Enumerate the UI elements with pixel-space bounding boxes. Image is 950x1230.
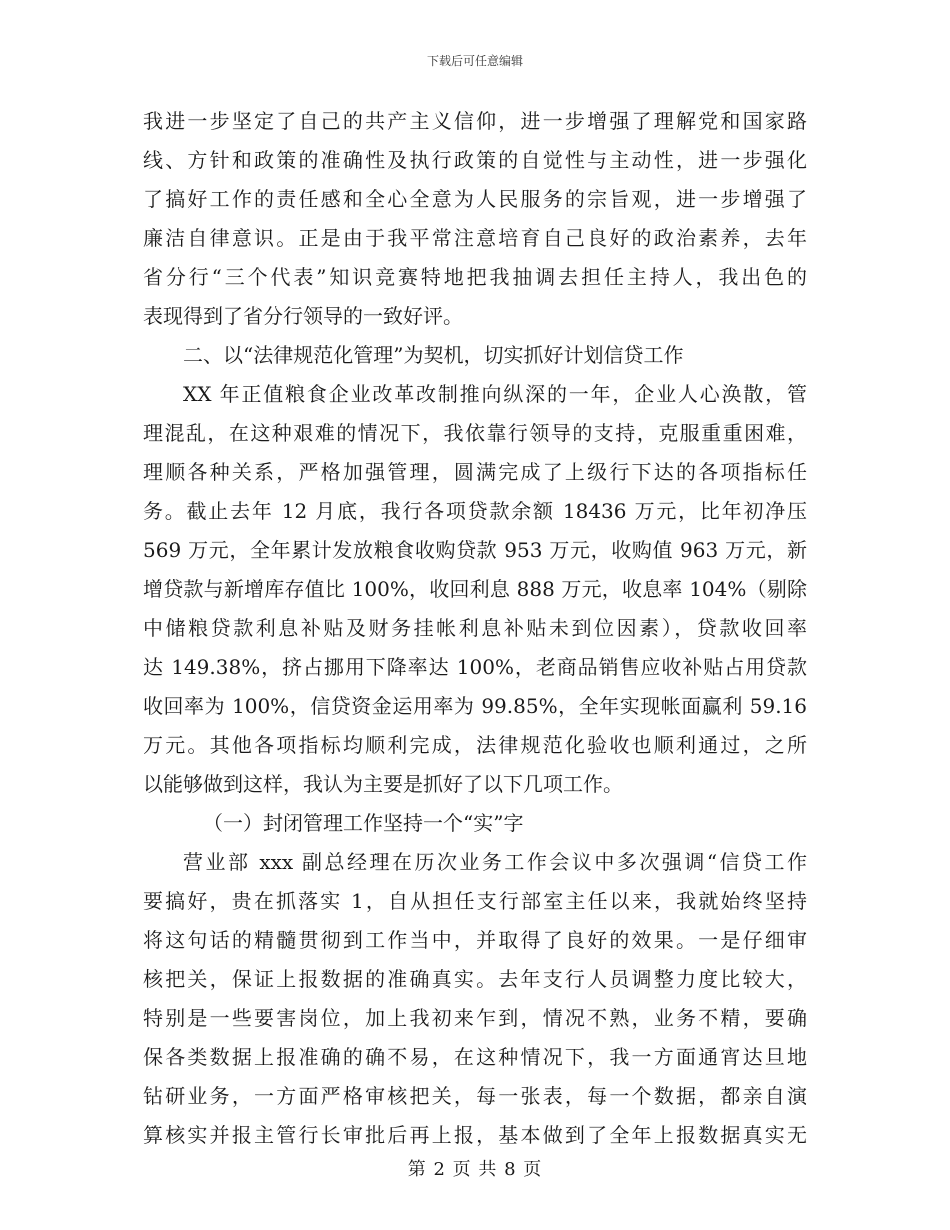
text-line: 务。截止去年 12 月底，我行各项贷款余额 18436 万元，比年初净压 [143,499,807,523]
text-line: 廉洁自律意识。正是由于我平常注意培育自己良好的政治素养，去年 [143,226,807,250]
text-line: 达 149.38%，挤占挪用下降率达 100%，老商品销售应收补贴占用贷款 [143,655,807,679]
text-line: 将这句话的精髓贯彻到工作当中，并取得了良好的效果。一是仔细审 [143,928,807,952]
text-line: 569 万元，全年累计发放粮食收购贷款 953 万元，收购值 963 万元，新 [143,538,807,562]
text-line: （一）封闭管理工作坚持一个“实”字 [203,811,524,835]
page-number: 第 2 页 共 8 页 [407,1159,543,1180]
text-line: 营业部 xxx 副总经理在历次业务工作会议中多次强调“信贷工作 [183,850,807,874]
text-line: 我进一步坚定了自己的共产主义信仰，进一步增强了理解党和国家路 [143,109,807,133]
text-line: 中储粮贷款利息补贴及财务挂帐利息补贴未到位因素），贷款收回率 [143,616,807,640]
text-line: XX 年正值粮食企业改革改制推向纵深的一年，企业人心涣散，管 [183,382,807,406]
text-line: 增贷款与新增库存值比 100%，收回利息 888 万元，收息率 104%（剔除 [143,577,807,601]
document-body [143,102,807,1155]
text-line: 保各类数据上报准确的确不易，在这种情况下，我一方面通宵达旦地 [143,1045,807,1069]
page-header: 下载后可任意编辑 [426,54,523,68]
text-line: 要搞好，贵在抓落实 1，自从担任支行部室主任以来，我就始终坚持 [143,889,807,913]
text-line: 钻研业务，一方面严格审核把关，每一张表，每一个数据，都亲自演 [143,1084,807,1108]
text-line: 核把关，保证上报数据的准确真实。去年支行人员调整力度比较大， [143,967,807,991]
text-line: 了搞好工作的责任感和全心全意为人民服务的宗旨观，进一步增强了 [143,187,807,211]
text-line: 省分行“三个代表”知识竞赛特地把我抽调去担任主持人，我出色的 [143,265,807,289]
text-line: 理混乱，在这种艰难的情况下，我依靠行领导的支持，克服重重困难， [143,421,807,445]
text-line: 线、方针和政策的准确性及执行政策的自觉性与主动性，进一步强化 [143,148,807,172]
text-line: 算核实并报主管行长审批后再上报，基本做到了全年上报数据真实无 [143,1123,807,1147]
text-line: 万元。其他各项指标均顺利完成，法律规范化验收也顺利通过，之所 [143,733,807,757]
text-line: 理顺各种关系，严格加强管理，圆满完成了上级行下达的各项指标任 [143,460,807,484]
text-line: 表现得到了省分行领导的一致好评。 [143,304,463,328]
text-line: 二、以“法律规范化管理”为契机，切实抓好计划信贷工作 [183,343,684,367]
text-line: 特别是一些要害岗位，加上我初来乍到，情况不熟，业务不精，要确 [143,1006,807,1030]
text-line: 以能够做到这样，我认为主要是抓好了以下几项工作。 [143,772,623,796]
text-line: 收回率为 100%，信贷资金运用率为 99.85%，全年实现帐面赢利 59.16 [143,694,807,718]
